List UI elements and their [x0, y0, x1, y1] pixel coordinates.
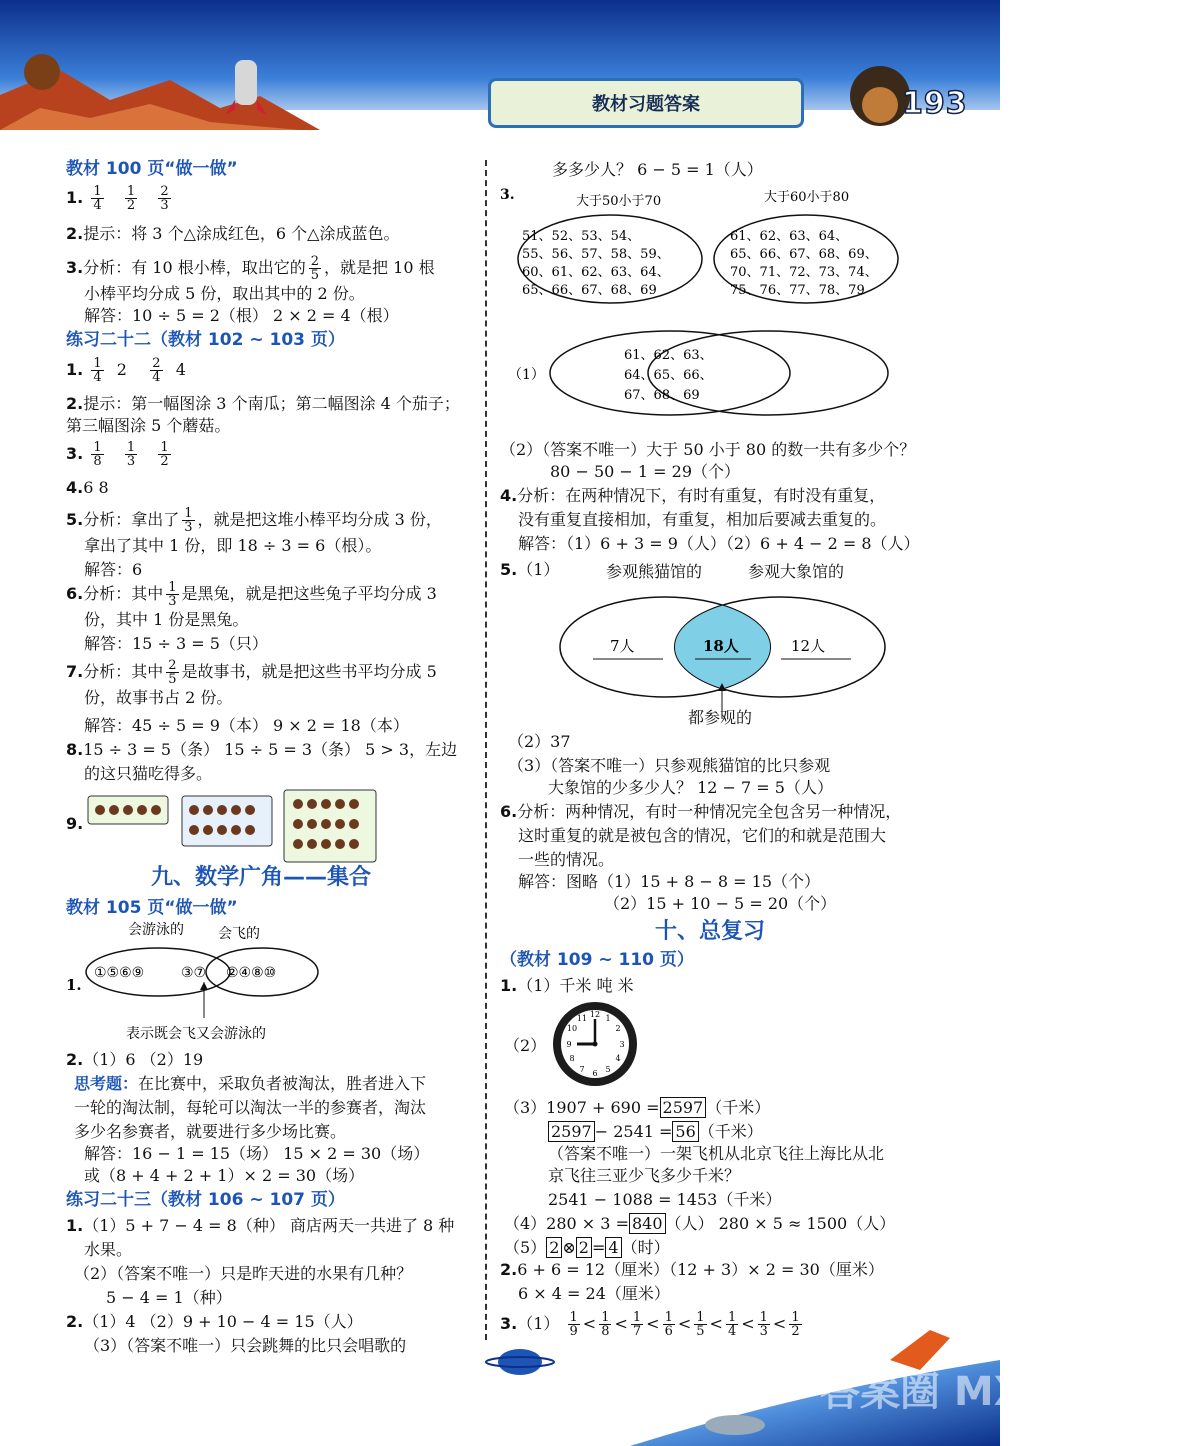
text-line: 拿出了其中 1 份，即 18 ÷ 3 = 6（根）。	[84, 536, 382, 555]
text-line: 的这只猫吃得多。	[84, 764, 213, 783]
text-line: 5 − 4 = 1（种）	[106, 1288, 232, 1307]
page-number: 193	[902, 86, 968, 121]
grouped-items-illustration	[86, 790, 386, 865]
svg-text:61、62、63、64、: 61、62、63、64、	[730, 229, 849, 244]
part-label: （1）	[508, 367, 545, 383]
text-line: 2541 − 1088 = 1453（千米）	[548, 1190, 782, 1209]
venn-right-items: ②④⑧⑩	[226, 965, 277, 981]
text-line: 水果。	[84, 1240, 133, 1259]
question-number: 1.	[66, 976, 82, 994]
answer-4: 4.6 8	[66, 478, 109, 497]
answer-3: 3.（1） $\frac{1}{9}$ < $\frac{1}{8}$ < $\frac{1}{7}$ < $\frac{1}{6}$ < $\frac{1}{5}$ < $\frac{1}{4}$ < $\frac{1}{3}$ < $\frac{1}{2}$	[500, 1310, 800, 1339]
set-label: 大于60小于80	[764, 190, 850, 205]
answer-5: 5.分析：拿出了 $\frac{1}{3}$ ，就是把这堆小棒平均分成 3 份，	[66, 506, 442, 535]
text-line: 大象馆的少多少人？ 12 − 7 = 5（人）	[548, 778, 833, 797]
svg-text:65、66、67、68、69: 65、66、67、68、69	[522, 283, 657, 298]
text-line: 没有重复直接相加，有重复，相加后要减去重复的。	[518, 510, 887, 529]
venn-diagram-swim-fly	[66, 920, 366, 1050]
venn-note: 表示既会飞又会游泳的	[126, 1026, 266, 1042]
answer-1: 1. $\frac{1}{4}$ $\frac{1}{2}$ $\frac{2}{3}$	[66, 184, 169, 213]
text-line: 多少名参赛者，就要进行多少场比赛。	[74, 1122, 347, 1141]
text-line: 份，其中 1 份是黑兔。	[84, 610, 249, 629]
page-header	[0, 0, 1000, 150]
answer-2: 2.（1）6 （2）19	[66, 1050, 204, 1069]
intersection-numbers	[624, 348, 713, 403]
question-number: 3.	[500, 187, 515, 203]
svg-text:2: 2	[615, 1024, 621, 1033]
right-set-numbers	[730, 229, 878, 298]
chapter-title: 十、总复习	[655, 919, 766, 944]
header-title: 教材习题答案	[488, 78, 804, 128]
left-set-numbers	[522, 229, 670, 298]
part-label: （2）	[504, 1036, 547, 1055]
section-title: 练习二十二（教材 102 ~ 103 页）	[66, 330, 345, 350]
answer-5: 5.（1）	[500, 560, 560, 579]
venn-set-label: 会游泳的	[128, 922, 184, 938]
svg-text:51、52、53、54、: 51、52、53、54、	[522, 229, 641, 244]
answer-1: 1. $\frac{1}{4}$ 2 $\frac{2}{4}$ 4	[66, 356, 186, 385]
watermark: 答案圈 MXQE.COM	[820, 1369, 1204, 1415]
text-line: 第三幅图涂 5 个蘑菇。	[66, 416, 231, 435]
left-only-value: 7人	[610, 637, 635, 655]
think-question: 思考题：在比赛中，采取负者被淘汰，胜者进入下	[74, 1074, 427, 1093]
answer-1: 1.（1）5 + 7 − 4 = 8（种） 商店两天一共进了 8 种	[66, 1216, 455, 1235]
fraction: $\frac{1}{4}$	[93, 184, 102, 213]
text-line: 解答：10 ÷ 5 = 2（根） 2 × 2 = 4（根）	[84, 306, 399, 325]
svg-text:61、62、63、: 61、62、63、	[624, 348, 713, 363]
text-line: 一轮的淘汰制，每轮可以淘汰一半的参赛者，淘汰	[74, 1098, 427, 1117]
svg-text:55、56、57、58、59、: 55、56、57、58、59、	[522, 247, 670, 262]
right-only-value: 12人	[791, 637, 826, 655]
venn-intersection-diagram	[500, 303, 940, 415]
venn-set-label: 会飞的	[218, 926, 260, 942]
text-line: （2）（答案不唯一）只是昨天进的水果有几种？	[74, 1264, 413, 1283]
text-line: 份，故事书占 2 份。	[84, 688, 233, 707]
answer-3: 3.分析：有 10 根小棒，取出它的 $\frac{2}{5}$ ，就是把 10 根	[66, 254, 435, 283]
svg-text:6: 6	[592, 1069, 598, 1078]
rocket-icon	[235, 60, 257, 105]
answer-1: 1.（1）千米 吨 米	[500, 976, 634, 995]
svg-text:9: 9	[566, 1040, 572, 1049]
text-line: 一些的情况。	[518, 850, 615, 869]
column-divider	[485, 160, 487, 1340]
text-line: 6 × 4 = 24（厘米）	[518, 1284, 670, 1303]
answer-9: 9.	[66, 814, 84, 833]
clock-icon	[550, 999, 640, 1089]
text-line: 解答：15 ÷ 3 = 5（只）	[84, 634, 268, 653]
svg-text:4: 4	[615, 1054, 621, 1063]
svg-text:3: 3	[619, 1040, 625, 1049]
text-line: 80 − 50 − 1 = 29（个）	[550, 462, 740, 481]
answer-8: 8.15 ÷ 3 = 5（条） 15 ÷ 5 = 3（条） 5 > 3，左边	[66, 740, 458, 759]
venn-ranges-diagram	[500, 183, 940, 303]
overlap-value: 18人	[703, 637, 739, 655]
answer-2: 2.（1）4 （2）9 + 10 − 4 = 15（人）	[66, 1312, 363, 1331]
svg-text:75、76、77、78、79: 75、76、77、78、79	[730, 283, 865, 298]
text-line: 解答：6	[84, 560, 143, 579]
answer-6: 6.分析：两种情况，有时一种情况完全包含另一种情况，	[500, 802, 902, 821]
text-line: （2）37	[508, 732, 571, 751]
venn-overlap-items: ③⑦	[181, 965, 207, 981]
answer-2: 2.提示：第一幅图涂 3 个南瓜；第二幅图涂 4 个茄子；	[66, 394, 460, 413]
text-line: 解答：（1）6 + 3 = 9（人）（2）6 + 4 − 2 = 8（人）	[518, 534, 920, 553]
venn-left-items: ①⑤⑥⑨	[94, 965, 145, 981]
answer-6: 6.分析：其中 $\frac{1}{3}$ 是黑兔，就是把这些兔子平均分成 3	[66, 580, 437, 609]
answer-7: 7.分析：其中 $\frac{2}{5}$ 是故事书，就是把这些书平均分成 5	[66, 658, 437, 687]
text-line: 京飞往三亚少飞多少千米？	[548, 1166, 741, 1185]
fraction: $\frac{1}{2}$	[126, 184, 136, 213]
section-title: （教材 109 ~ 110 页）	[500, 950, 694, 970]
svg-text:65、66、67、68、69、: 65、66、67、68、69、	[730, 247, 878, 262]
planet-icon	[498, 1349, 542, 1375]
set-label: 参观熊猫馆的	[606, 562, 703, 581]
text-line: 解答：45 ÷ 5 = 9（本） 9 × 2 = 18（本）	[84, 716, 409, 735]
text-line: （3）（答案不唯一）只会跳舞的比只会唱歌的	[84, 1336, 407, 1355]
answer-2: 2.6 + 6 = 12（厘米）（12 + 3）× 2 = 30（厘米）	[500, 1260, 884, 1279]
section-title: 练习二十三（教材 106 ~ 107 页）	[66, 1190, 345, 1210]
svg-text:70、71、72、73、74、: 70、71、72、73、74、	[730, 265, 878, 280]
answer-2: 2.提示：将 3 个△涂成红色，6 个△涂成蓝色。	[66, 224, 400, 243]
text-line: 或（8 + 4 + 2 + 1）× 2 = 30（场）	[84, 1166, 365, 1185]
text-line: 解答：16 − 1 = 15（场） 15 × 2 = 30（场）	[84, 1144, 430, 1163]
answer-4: 4.分析：在两种情况下，有时有重复，有时没有重复，	[500, 486, 886, 505]
svg-text:60、61、62、63、64、: 60、61、62、63、64、	[522, 265, 670, 280]
text-line: 解答：图略（1）15 + 8 − 8 = 15（个）	[518, 872, 820, 891]
text-line: （3）（答案不唯一）只参观熊猫馆的比只参观	[508, 756, 831, 775]
text-line: 多多少人？ 6 − 5 = 1（人）	[552, 160, 763, 179]
fraction: $\frac{2}{3}$	[160, 184, 169, 213]
text-line: （5） 2 ⊗ 2 = 4 （时）	[504, 1238, 670, 1257]
section-title: 教材 100 页“做一做”	[66, 159, 238, 179]
text-line: 2597 − 2541 = 56 （千米）	[548, 1121, 763, 1143]
svg-text:64、65、66、: 64、65、66、	[624, 368, 713, 383]
ufo-icon	[705, 1415, 765, 1435]
svg-text:8: 8	[569, 1054, 575, 1063]
section-title: 教材 105 页“做一做”	[66, 898, 238, 918]
svg-text:10: 10	[566, 1024, 578, 1033]
svg-text:12: 12	[589, 1010, 601, 1019]
overlap-note: 都参观的	[688, 708, 753, 727]
answer-3: 3. $\frac{1}{8}$ $\frac{1}{3}$ $\frac{1}{2}$	[66, 440, 169, 469]
text-line: （2）15 + 10 − 5 = 20（个）	[604, 894, 837, 913]
text-line: （4）280 × 3 = 840 （人） 280 × 5 ≈ 1500（人）	[504, 1214, 896, 1233]
svg-text:7: 7	[579, 1065, 585, 1074]
text-line: （2）（答案不唯一）大于 50 小于 80 的数一共有多少个？	[500, 440, 916, 459]
text-line: 小棒平均分成 5 份，取出其中的 2 份。	[84, 284, 365, 303]
text-line: （答案不唯一）一架飞机从北京飞往上海比从北	[548, 1144, 885, 1163]
svg-text:5: 5	[605, 1065, 611, 1074]
set-label: 参观大象馆的	[748, 562, 845, 581]
svg-text:11: 11	[576, 1014, 588, 1023]
svg-text:1: 1	[605, 1014, 611, 1023]
set-label: 大于50小于70	[576, 194, 662, 209]
svg-text:67、68、69: 67、68、69	[624, 388, 700, 403]
text-line: 这时重复的就是被包含的情况，它们的和就是范围大	[518, 826, 887, 845]
chapter-title: 九、数学广角——集合	[151, 865, 372, 890]
text-line: （3）1907 + 690 = 2597 （千米）	[504, 1098, 771, 1117]
